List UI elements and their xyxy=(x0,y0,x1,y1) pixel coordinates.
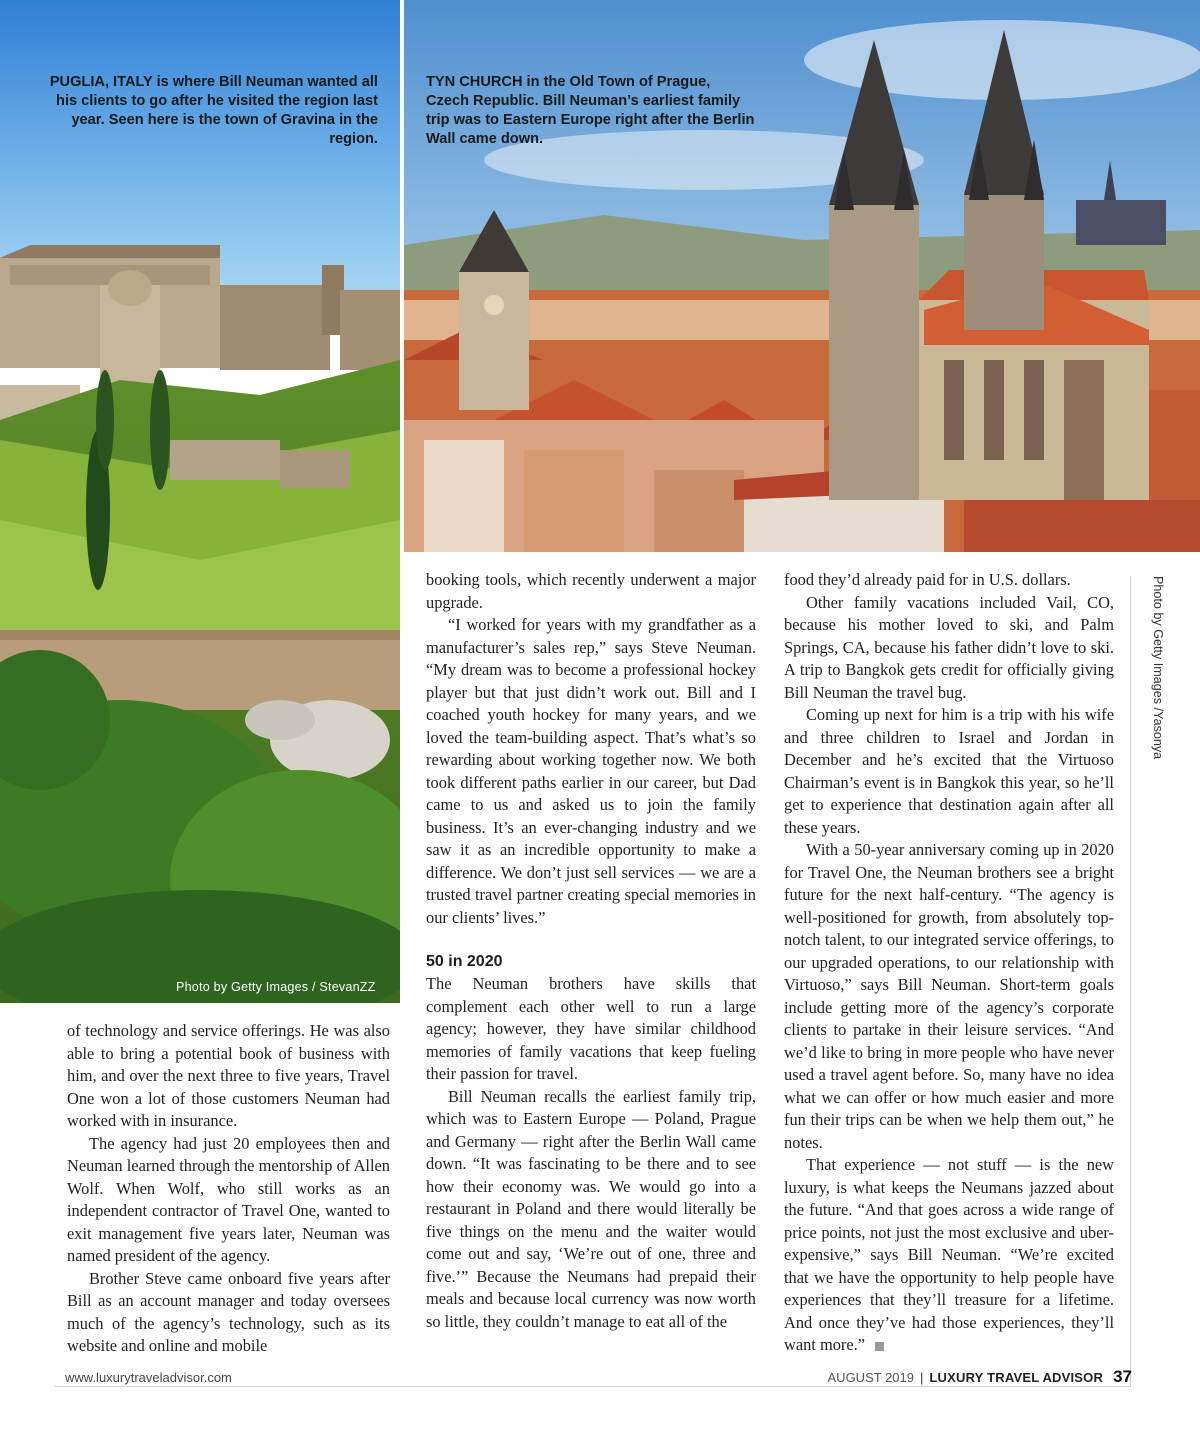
paragraph-last-text: That experience — not stuff — is the new luxury, is what keeps the Neumans jazzed about the future. “And that goes across a wide range of price points, not just the most exclusive and uber-expensive,” says Bill Neuman. “We’re excited that we have the opportunity to help people have experiences that they’ll treasure for a lifetime. And once they’ve had those experiences, they’ll want more.” xyxy=(784,1155,1114,1354)
puglia-photo xyxy=(0,0,400,1003)
page-number: 37 xyxy=(1113,1367,1132,1386)
paragraph: booking tools, which recently underwent a major upgrade. xyxy=(426,570,756,612)
paragraph: food they’d already paid for in U.S. dollars. xyxy=(784,570,1071,589)
footer-date: AUGUST 2019 xyxy=(827,1370,914,1385)
paragraph: “I worked for years with my grandfather as a manufacturer’s sales rep,” says Steve Neuman. “My dream was to become a professional hockey player but that just didn’t work out. Bill and I coached youth hockey for many years, and we loved the team-building aspect. That’s what’s so rewarding about working together now. We both took different paths earlier in our career, but Dad came to us and asked us to join the family business. It’s an ever-changing industry and we saw it as an incredible opportunity to make a difference. We don’t just sell services — we are a trusted travel partner creating special memories in our clients’ lives.” xyxy=(426,615,756,927)
paragraph: Brother Steve came onboard five years after Bill as an account manager and today oversees much of the agency’s technology, such as its website and online and mobile xyxy=(67,1268,390,1355)
section-subhead: 50 in 2020 xyxy=(426,953,503,970)
footer-website: www.luxurytraveladvisor.com xyxy=(65,1370,232,1385)
end-of-article-mark xyxy=(875,1342,884,1351)
footer-separator: | xyxy=(919,1370,924,1385)
article-column-2 xyxy=(426,569,756,1333)
paragraph: Coming up next for him is a trip with his wife and three children to Israel and Jordan in December and he’s excited that the Virtuoso Chairman’s event is in Bangkok this year, so he’ll get to experience that destination again after all these years. xyxy=(784,705,1114,837)
prague-caption-lead: TYN CHURCH xyxy=(426,74,523,90)
puglia-caption-lead: PUGLIA, ITALY xyxy=(49,74,153,90)
puglia-caption xyxy=(48,73,378,149)
footer-magazine-name: LUXURY TRAVEL ADVISOR xyxy=(929,1370,1104,1385)
photo-credit-right: Photo by Getty Images /Yasonya xyxy=(1151,576,1165,760)
paragraph: With a 50-year anniversary coming up in 2020 for Travel One, the Neuman brothers see a bright future for the next half-century. “The agency is well-positioned for growth, from absolutely top-notch talent, to our integrated service offerings, to our upgraded operations, to our relationship with Virtuoso,” says Bill Neuman. Short-term goals include getting more of the agency’s corporate clients to partake in their leisure services. “And we’d like to bring in more people who have never used a travel agent before. So, many have no idea what we can offer or how much easier and more fun their trips can be when we help them out,” he notes. xyxy=(784,840,1114,1152)
paragraph: The Neuman brothers have skills that complement each other well to run a large agency; however, they have similar childhood memories of family vacations that keep fueling their passion for travel. xyxy=(426,974,756,1083)
paragraph: The agency had just 20 employees then and Neuman learned through the mentorship of Allen Wolf. When Wolf, who still works as an independent contractor of Travel One, wanted to exit management five years later, Neuman was named president of the agency. xyxy=(67,1133,390,1265)
article-column-3 xyxy=(784,569,1114,1357)
prague-caption-text: in the Old Town of Prague, Czech Republic. Bill Neuman’s earliest family trip was to Eastern Europe right after the Berlin Wall came down. xyxy=(426,74,755,147)
paragraph-last xyxy=(784,1154,1114,1357)
photo-credit-left: Photo by Getty Images / StevanZZ xyxy=(176,980,376,994)
paragraph: of technology and service offerings. He was also able to bring a potential book of business with him, and over the next three to five years, Travel One won a lot of those customers Neuman had worked with in insurance. xyxy=(67,1021,390,1130)
photo-credit-right-wrap xyxy=(1147,576,1167,776)
article-column-1 xyxy=(67,1020,390,1358)
prague-caption xyxy=(426,73,756,149)
paragraph: Bill Neuman recalls the earliest family trip, which was to Eastern Europe — Poland, Prague and Germany — right after the Berlin Wall came down. “It was fascinating to be there and to see how their economy was. We would go into a restaurant in Poland and there would literally be five things on the menu and the waiter would come out and say, ‘We’re out of one, three and five.’” Because the Neumans had prepaid their meals and because local currency was now worth so little, they couldn’t manage to eat all of the xyxy=(426,1086,756,1331)
paragraph: Other family vacations included Vail, CO, because his mother loved to ski, and Palm Springs, CA, because his father didn’t love to ski. A trip to Bangkok gets credit for officially giving Bill Neuman the travel bug. xyxy=(784,592,1114,702)
column-rule xyxy=(1130,576,1131,1387)
footer-folio xyxy=(828,1367,1132,1387)
puglia-caption-text: is where Bill Neuman wanted all his clients to go after he visited the region last year. Seen here is the town of Gravina in the region. xyxy=(56,74,378,147)
